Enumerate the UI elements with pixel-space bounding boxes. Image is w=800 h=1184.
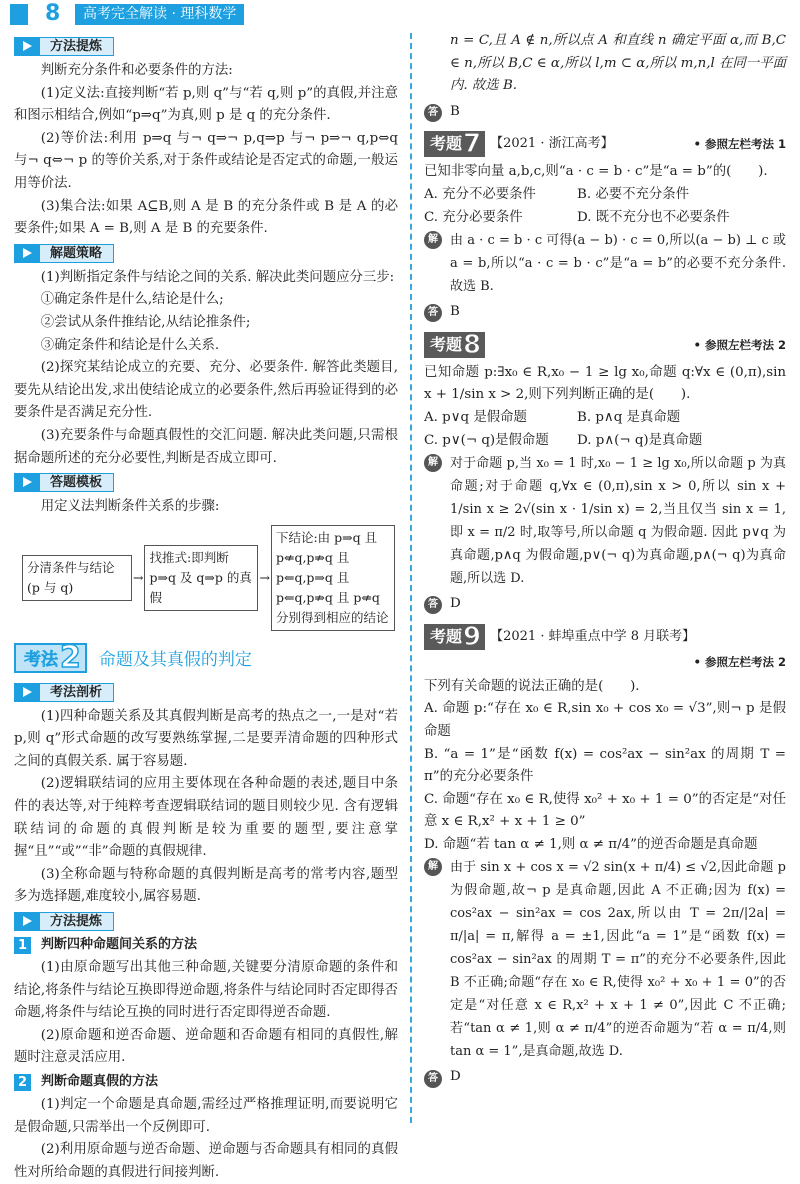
paragraph: (3)全称命题与特称命题的真假判断是高考的常考内容,题型多为选择题,难度较小,属容易题.	[14, 866, 398, 905]
question-number: 9	[463, 621, 482, 652]
play-triangle-icon	[14, 912, 40, 931]
heading-number: 1	[14, 937, 31, 954]
option: C. p∨(¬ q)是假命题	[424, 432, 549, 448]
question-badge	[424, 329, 485, 360]
page-number: 8	[45, 1, 61, 26]
question-source: 【2021 · 蚌埠重点中学 8 月联考】	[490, 628, 696, 644]
solution-icon: 解	[424, 231, 442, 249]
option: A. p∨q 是假命题	[424, 409, 527, 425]
answer-text: B	[450, 304, 460, 320]
solution	[424, 229, 786, 298]
question-badge-label: 考题	[430, 626, 463, 646]
question-heading	[424, 129, 786, 160]
option: B. 必要不充分条件	[577, 186, 690, 202]
answer	[424, 101, 786, 124]
question-badge-label: 考题	[430, 334, 463, 354]
paragraph: 已知命题 p:∃x₀ ∈ R,x₀ − 1 ≥ lg x₀,命题 q:∀x ∈ (0,π),sin x + 1/sin x > 2,则下列判断正确的是( ).	[424, 364, 786, 403]
paragraph: (1)判定一个命题是真命题,需经过严格推理证明,而要说明它是假命题,只需举出一个反例即可.	[14, 1097, 398, 1135]
paragraph: (1)定义法:直接判断“若 p,则 q”与“若 q,则 p”的真假,并注意和图示相结合,例如“p⇒q”为真,则 p 是 q 的充分条件.	[14, 85, 398, 124]
question-badge-label: 考题	[430, 134, 463, 154]
heading-text: 判断四种命题间关系的方法	[41, 937, 198, 953]
arrow-right-icon: →	[133, 569, 144, 585]
flow-box: 分清条件与结论(p 与 q)	[22, 555, 132, 601]
answer-icon: 答	[424, 304, 442, 322]
play-triangle-icon	[14, 473, 40, 492]
answer-icon: 答	[424, 1070, 442, 1088]
method-badge	[14, 639, 87, 675]
arrow-right-icon: →	[259, 569, 270, 585]
left-column	[14, 34, 398, 1184]
question-badge	[424, 129, 485, 160]
numbered-heading	[14, 935, 398, 955]
paragraph: (3)充要条件与命题真假性的交汇问题. 解决此类问题,只需根据命题所述的充分必要性,判断是否成立即可.	[14, 427, 398, 466]
solution	[424, 452, 786, 590]
paragraph: A. 命题 p:“存在 x₀ ∈ R,sin x₀ + cos x₀ = √3”,则¬ p 是假命题	[424, 701, 786, 739]
answer	[424, 301, 786, 324]
paragraph: (2)探究某结论成立的充要、充分、必要条件. 解答此类题目,要先从结论出发,求出使结论成立的必要条件,然后再验证得到的必要条件是否满足充分性.	[14, 360, 398, 421]
answer-text: D	[450, 596, 461, 612]
paragraph: 判断充分条件和必要条件的方法:	[40, 63, 233, 78]
solution-text: 由于 sin x + cos x = √2 sin(x + π/4) ≤ √2,因此命题 p 为假命题,故¬ p 是真命题,因此 A 不正确;因为 f(x) = cos²ax − sin²ax = cos 2ax,所以由 T = 2π/|2a| = π/|a| = π,解得 a = ±1,因此“a = 1”是“函数 f(x) = cos²ax − sin²ax 的周期 T = π”的充分不必要条件,因此 B 不正确;命题“存在 x₀ ∈ R,使得 x₀² + x₀ + 1 = 0”的否定是“对任意 x ∈ R,x² + x + 1 ≠ 0”,因此 C 不正确;若“tan α ≠ 1,则 α ≠ π/4”的逆否命题为“若 α = π/4,则 tan α = 1”,是真命题,故选 D.	[450, 860, 786, 1060]
answer-icon: 答	[424, 596, 442, 614]
solution-text: 对于命题 p,当 x₀ = 1 时,x₀ − 1 ≥ lg x₀,所以命题 p 为真命题;对于命题 q,∀x ∈ (0,π),sin x > 0,所以 sin x + 1/sin x ≥ 2√(sin x · 1/sin x) = 2,当且仅当 sin x = 1,即 x = π/2 时,取等号,所以命题 q 为假命题. 因此 p∨q 为真命题,p∧q 为假命题,p∨(¬ q)为真命题,p∧(¬ q)为真命题,所以选 D.	[450, 456, 786, 587]
section-label	[14, 37, 114, 56]
solution-icon: 解	[424, 454, 442, 472]
section-label-text: 答题模板	[40, 473, 114, 492]
question-reference: • 参照左栏考法 1	[693, 137, 786, 152]
flow-box: 下结论:由 p⇒q 且 p⇍q,p⇏q 且 p⇐q,p⇒q 且 p⇐q,p⇏q 且 p⇍q 分别得到相应的结论	[271, 525, 395, 631]
option: D. p∧(¬ q)是真命题	[577, 432, 703, 448]
paragraph: D. 命题“若 tan α ≠ 1,则 α ≠ π/4”的逆否命题是真命题	[424, 836, 758, 852]
paragraph: ③确定条件和结论是什么关系.	[40, 337, 220, 353]
answer-icon: 答	[424, 104, 442, 122]
question-heading	[424, 621, 786, 672]
answer	[424, 1066, 786, 1089]
option: A. 充分不必要条件	[424, 186, 536, 202]
paragraph: (1)四种命题关系及其真假判断是高考的热点之一,一是对“若 p,则 q”形式命题的改写要熟练掌握,二是要弄清命题的四种形式之间的真假关系. 属于容易题.	[14, 708, 398, 769]
section-label-text: 方法提炼	[40, 912, 114, 931]
book-title: 高考完全解读 · 理科数学	[75, 4, 244, 25]
paragraph: (2)等价法:利用 p⇒q 与¬ q⇒¬ p,q⇒p 与¬ p⇒¬ q,p⇔q 与¬ q⇔¬ p 的等价关系,对于条件或结论是否定式的命题,一般运用等价法.	[14, 130, 398, 191]
paragraph: ①确定条件是什么,结论是什么;	[40, 292, 224, 308]
play-triangle-icon	[14, 683, 40, 702]
right-column	[424, 30, 786, 1095]
question-heading	[424, 329, 786, 360]
solution-icon: 解	[424, 858, 442, 876]
paragraph: (2)逻辑联结词的应用主要体现在各种命题的表述,题目中条件的表达等,对于纯粹考查逻辑联结词的题目则较少见. 含有逻辑联结词的命题的真假判断是较为重要的题型,要注意掌握“且”“或”“非”命题的真假规律.	[14, 776, 398, 860]
answer	[424, 593, 786, 616]
section-label-text: 方法提炼	[40, 37, 114, 56]
paragraph: C. 命题“存在 x₀ ∈ R,使得 x₀² + x₀ + 1 = 0”的否定是“对任意 x ∈ R,x² + x + 1 ≥ 0”	[424, 791, 786, 830]
numbered-heading	[14, 1072, 398, 1092]
paragraph: (2)原命题和逆否命题、逆命题和否命题有相同的真假性,解题时注意灵活应用.	[14, 1027, 398, 1066]
answer-options	[424, 184, 786, 229]
solution-text: 由 a · c = b · c 可得(a − b) · c = 0,所以(a − b) ⊥ c 或 a = b,所以“a · c = b · c”是“a = b”的必要不充分条件. 故选 B.	[450, 233, 786, 295]
question-number: 7	[463, 129, 482, 160]
column-divider	[410, 33, 412, 1123]
paragraph: 下列有关命题的说法正确的是( ).	[424, 678, 640, 694]
method-title: 命题及其真假的判定	[98, 650, 252, 671]
solution-continuation: n = C,且 A ∉ n,所以点 A 和直线 n 确定平面 α,而 B,C ∈ n,所以 B,C ∈ α,所以 l,m ⊂ α,所以 m,n,l 在同一平面内. 故选 B.	[450, 33, 786, 94]
paragraph: (2)利用原命题与逆否命题、逆命题与否命题具有相同的真假性对所给命题的真假进行间接判断.	[14, 1142, 398, 1180]
flowchart	[22, 525, 398, 631]
section-label	[14, 473, 114, 492]
paragraph: 已知非零向量 a,b,c,则“a · c = b · c”是“a = b”的( ).	[424, 164, 768, 180]
method-badge-label: 考法	[24, 650, 58, 671]
paragraph: (1)判断指定条件与结论之间的关系. 解决此类问题应分三步:	[40, 269, 395, 285]
play-triangle-icon	[14, 37, 40, 56]
question-number: 8	[463, 329, 482, 360]
question-source: 【2021 · 浙江高考】	[490, 136, 614, 152]
paragraph: 用定义法判断条件关系的步骤:	[40, 499, 220, 515]
method-number: 2	[60, 639, 81, 675]
paragraph: B. “a = 1”是“函数 f(x) = cos²ax − sin²ax 的周期 T = π”的充分必要条件	[424, 746, 786, 785]
page-header	[0, 0, 800, 29]
option: B. p∧q 是真命题	[577, 409, 681, 425]
section-label-text: 考法剖析	[40, 683, 114, 702]
paragraph: ②尝试从条件推结论,从结论推条件;	[40, 314, 251, 330]
section-label	[14, 244, 114, 263]
section-label	[14, 912, 114, 931]
section-label	[14, 683, 114, 702]
paragraph: (1)由原命题写出其他三种命题,关键要分清原命题的条件和结论,将条件与结论互换即得逆命题,将条件与结论同时否定即得否命题,将条件与结论互换的同时进行否定即得逆否命题.	[14, 960, 398, 1021]
answer-text: D	[450, 1069, 461, 1085]
solution	[424, 856, 786, 1063]
section-label-text: 解题策略	[40, 244, 114, 263]
question-badge	[424, 621, 485, 652]
option: C. 充分必要条件	[424, 209, 523, 225]
method-heading	[14, 639, 398, 675]
paragraph: (3)集合法:如果 A⊆B,则 A 是 B 的充分条件或 B 是 A 的必要条件;如果 A = B,则 A 是 B 的充要条件.	[14, 198, 398, 237]
play-triangle-icon	[14, 244, 40, 263]
question-reference: • 参照左栏考法 2	[693, 337, 786, 352]
flow-box: 找推式:即判断 p⇒q 及 q⇒p 的真假	[144, 545, 258, 611]
header-color-block	[10, 4, 28, 25]
answer-text: B	[450, 103, 460, 119]
answer-options	[424, 407, 786, 452]
option: D. 既不充分也不必要条件	[577, 209, 730, 225]
heading-number: 2	[14, 1074, 31, 1091]
question-reference: • 参照左栏考法 2	[693, 654, 786, 669]
heading-text: 判断命题真假的方法	[41, 1074, 159, 1089]
